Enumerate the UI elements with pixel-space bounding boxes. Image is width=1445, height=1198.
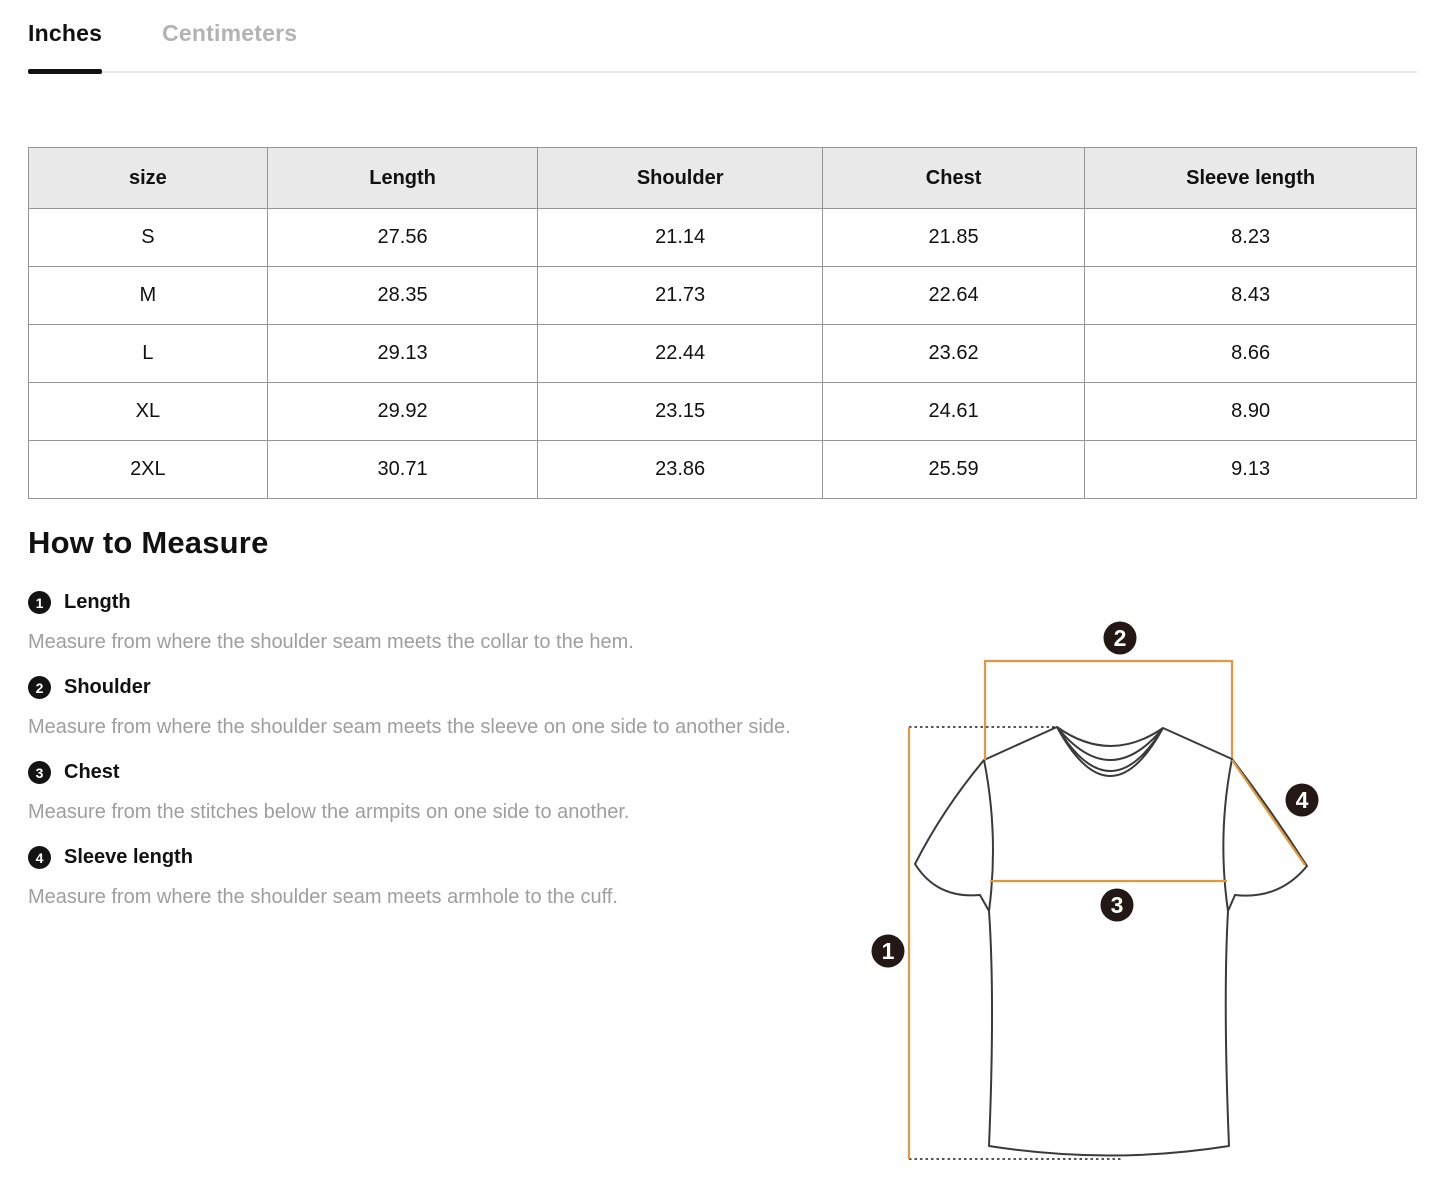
measure-item [28, 846, 908, 911]
measurement-cell: 23.62 [822, 325, 1084, 383]
measurement-cell: 8.43 [1085, 267, 1417, 325]
measure-item-header [28, 846, 908, 869]
column-header-chest: Chest [822, 148, 1084, 209]
measure-item-header [28, 761, 908, 784]
measurement-cell: 30.71 [267, 441, 538, 499]
tab-centimeters[interactable]: Centimeters [162, 20, 298, 46]
table-row [29, 441, 1417, 499]
measurement-cell: 27.56 [267, 209, 538, 267]
measure-item-description: Measure from where the shoulder seam meets the sleeve on one side to another side. [28, 716, 791, 738]
measure-item [28, 761, 908, 826]
table-header-row [29, 148, 1417, 209]
measure-item [28, 676, 908, 741]
column-header-shoulder: Shoulder [538, 148, 823, 209]
how-to-measure-section [28, 525, 908, 911]
measurement-cell: 8.23 [1085, 209, 1417, 267]
number-badge-icon: 4 [28, 846, 51, 869]
measure-item-label: Length [64, 591, 131, 613]
size-table-body [29, 209, 1417, 499]
table-row [29, 325, 1417, 383]
measurement-cell: 8.90 [1085, 383, 1417, 441]
marker-chest-number: 3 [1110, 892, 1124, 918]
measurement-cell: 24.61 [822, 383, 1084, 441]
marker-shoulder-number: 2 [1113, 625, 1127, 651]
measure-item-header [28, 591, 908, 614]
measure-item-description: Measure from where the shoulder seam meets armhole to the cuff. [28, 886, 618, 908]
column-header-sleeve-length: Sleeve length [1085, 148, 1417, 209]
measurement-cell: 21.85 [822, 209, 1084, 267]
marker-length-number: 1 [881, 938, 895, 964]
measurement-cell: 22.64 [822, 267, 1084, 325]
marker-chest [1101, 889, 1134, 922]
tshirt-outline [915, 727, 1307, 1156]
table-row [29, 267, 1417, 325]
marker-length [872, 935, 905, 968]
measure-item-label: Sleeve length [64, 846, 193, 868]
measure-items-list [28, 591, 908, 911]
marker-shoulder [1104, 622, 1137, 655]
measurement-cell: 29.13 [267, 325, 538, 383]
measure-item [28, 591, 908, 656]
tab-inches[interactable]: Inches [28, 20, 102, 71]
measure-item-header [28, 676, 908, 699]
measurement-cell: 29.92 [267, 383, 538, 441]
marker-sleeve-length [1286, 784, 1319, 817]
number-badge-icon: 1 [28, 591, 51, 614]
measurement-cell: 23.15 [538, 383, 823, 441]
measurement-cell: 9.13 [1085, 441, 1417, 499]
unit-tabbar [28, 0, 1417, 73]
size-chart-table [28, 147, 1417, 499]
table-row [29, 383, 1417, 441]
measurement-cell: 21.73 [538, 267, 823, 325]
measurement-cell: 23.86 [538, 441, 823, 499]
measurement-cell: 25.59 [822, 441, 1084, 499]
measure-item-description: Measure from where the shoulder seam meets the collar to the hem. [28, 631, 634, 653]
measurement-cell: 8.66 [1085, 325, 1417, 383]
tshirt-measurement-diagram [865, 603, 1345, 1195]
marker-sleeve-length-number: 4 [1295, 787, 1309, 813]
size-cell: S [29, 209, 268, 267]
column-header-length: Length [267, 148, 538, 209]
number-badge-icon: 3 [28, 761, 51, 784]
measurement-cell: 21.14 [538, 209, 823, 267]
table-row [29, 209, 1417, 267]
measure-item-label: Shoulder [64, 676, 151, 698]
measurement-cell: 22.44 [538, 325, 823, 383]
number-badge-icon: 2 [28, 676, 51, 699]
size-cell: XL [29, 383, 268, 441]
measure-item-label: Chest [64, 761, 120, 783]
column-header-size: size [29, 148, 268, 209]
size-cell: M [29, 267, 268, 325]
how-to-measure-title: How to Measure [28, 525, 269, 560]
size-cell: L [29, 325, 268, 383]
size-cell: 2XL [29, 441, 268, 499]
measure-item-description: Measure from the stitches below the armpits on one side to another. [28, 801, 630, 823]
measurement-cell: 28.35 [267, 267, 538, 325]
